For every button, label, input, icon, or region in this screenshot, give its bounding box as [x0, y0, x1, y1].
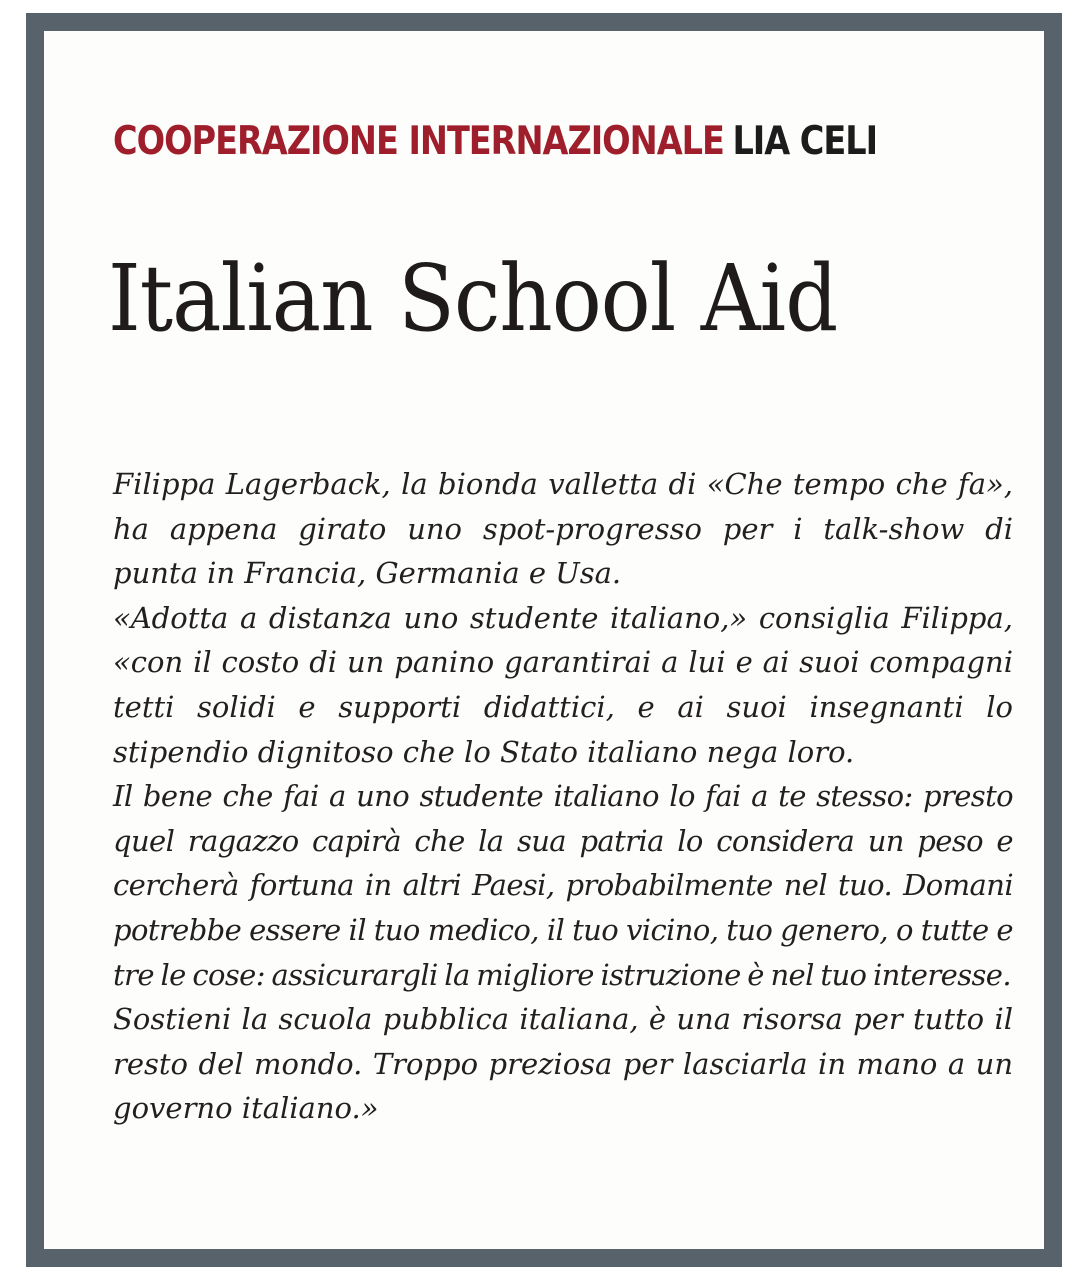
article-frame: [26, 13, 1062, 1267]
article-body: [113, 462, 1013, 1131]
article-title: Italian School Aid: [108, 245, 838, 352]
section-label: COOPERAZIONE INTERNAZIONALE: [113, 119, 724, 164]
paragraph: Filippa Lagerback, la bionda valletta di «Che tempo che fa», ha appena girato uno spot-progresso per i talk-show di punta in Francia, Germania e Usa.: [113, 467, 1013, 591]
paragraph: «Adotta a distanza uno studente italiano,» consiglia Filippa, «con il costo di un panino garantirai a lui e ai suoi compagni tetti solidi e supporti didattici, e ai suoi insegnanti lo stipendio dignitoso che lo Stato italiano nega loro.: [113, 600, 1013, 769]
paragraph: Sostieni la scuola pubblica italiana, è una risorsa per tutto il resto del mondo. Troppo preziosa per lasciarla in mano a un governo italiano.»: [113, 1002, 1013, 1126]
author-name: LIA CELI: [732, 119, 878, 164]
paragraph: Il bene che fai a uno studente italiano lo fai a te stesso: presto quel ragazzo capirà che la sua patria lo considera un peso e cercherà fortuna in altri Paesi, probabilmente nel tuo. Domani potrebbe essere il tuo medico, il tuo vicino, tuo genero, o tutte e tre le cose: assicurargli la migliore istruzione è nel tuo interesse.: [113, 779, 1013, 992]
kicker: [113, 117, 877, 167]
